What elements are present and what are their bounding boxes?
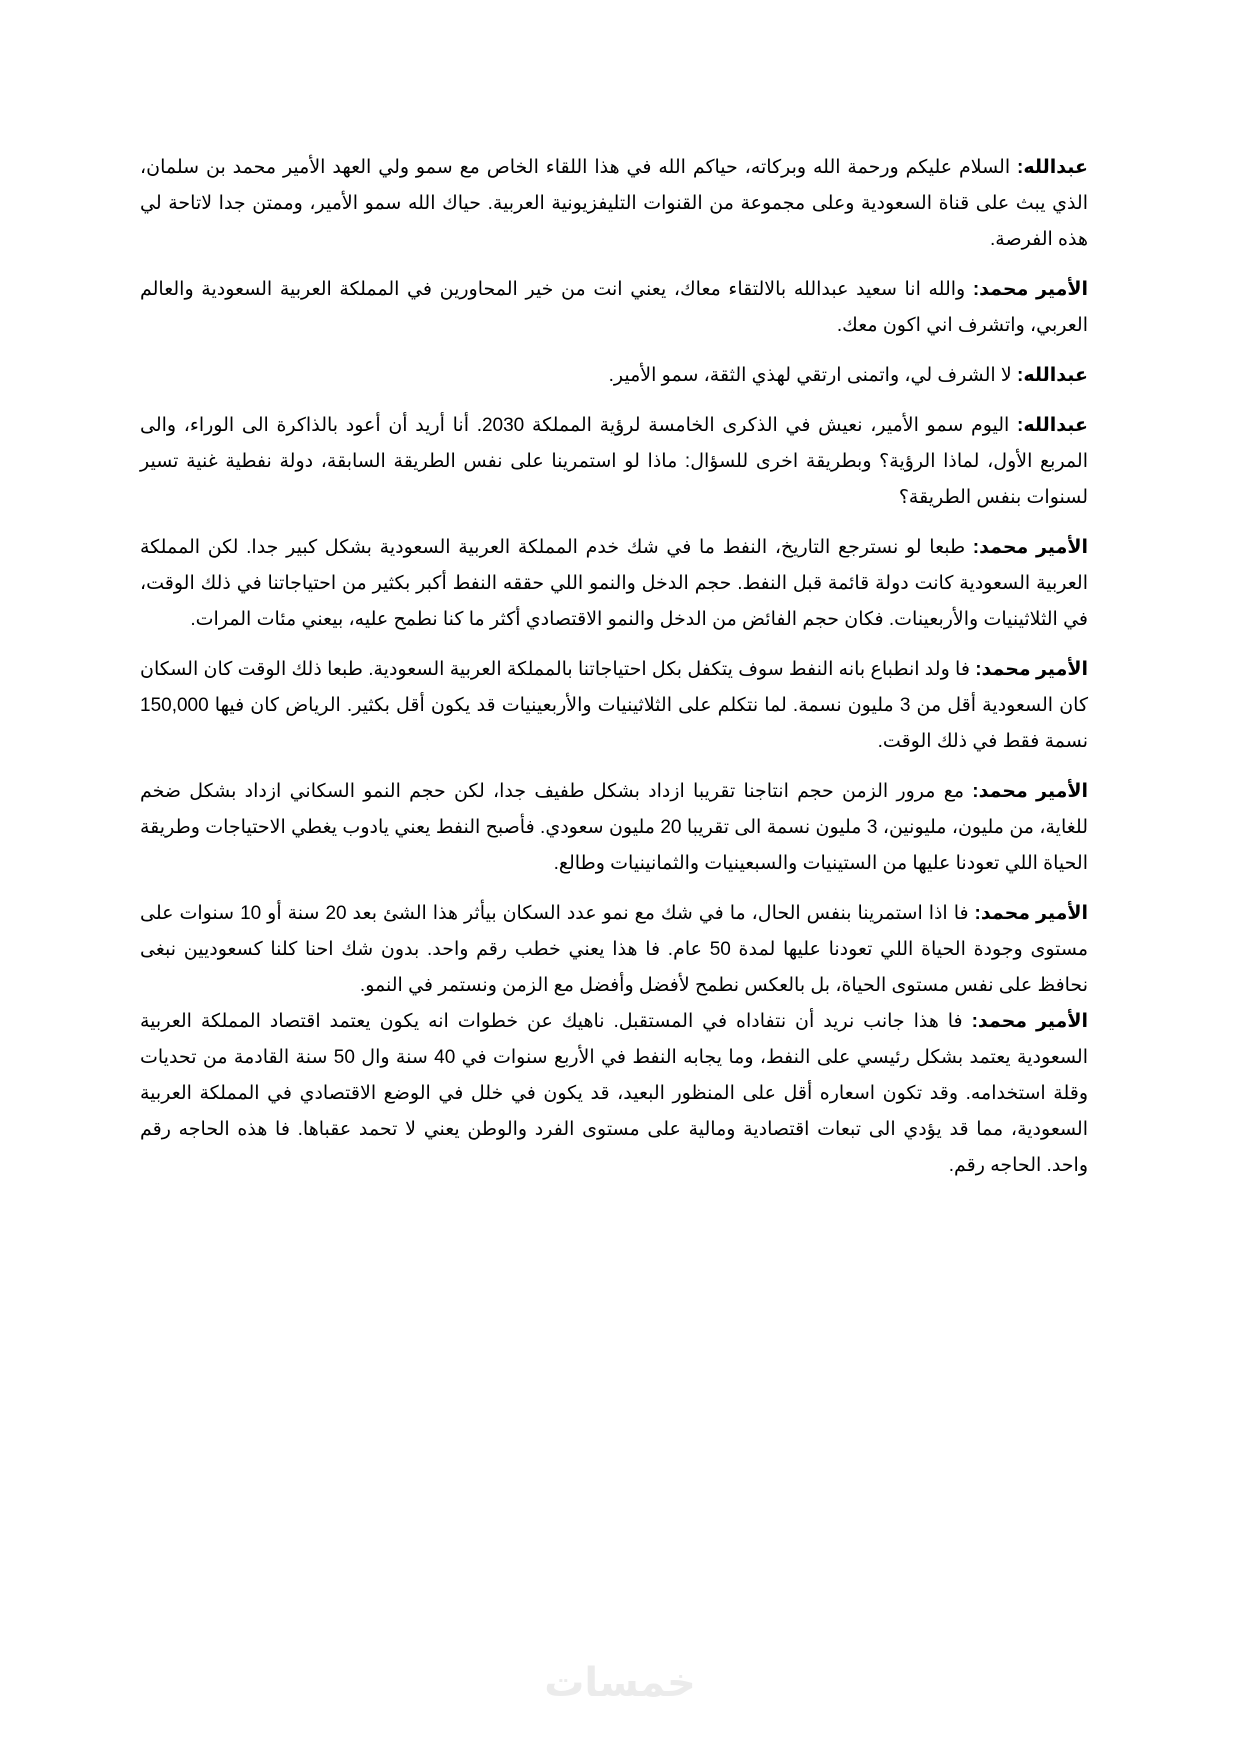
speaker-label: الأمير محمد: bbox=[972, 279, 1088, 300]
speaker-label: عبدالله: bbox=[1017, 365, 1088, 386]
transcript-paragraph bbox=[140, 408, 1088, 516]
transcript-paragraph bbox=[140, 652, 1088, 760]
transcript-paragraph bbox=[140, 150, 1088, 258]
paragraph-text: اليوم سمو الأمير، نعيش في الذكرى الخامسة لرؤية المملكة 2030. أنا أريد أن أعود بالذاكرة الى الوراء، والى المربع الأول، لماذا الرؤية؟ وبطريقة اخرى للسؤال: ماذا لو استمرينا على نفس الطريقة السابقة، دولة نفطية غنية تسير لسنوات بنفس الطريقة؟ bbox=[140, 415, 1088, 508]
transcript-document bbox=[140, 150, 1088, 1198]
paragraph-text: السلام عليكم ورحمة الله وبركاته، حياكم الله في هذا اللقاء الخاص مع سمو ولي العهد الأمير محمد بن سلمان، الذي يبث على قناة السعودية وعلى مجموعة من القنوات التليفزيونية العربية. حياك الله سمو الأمير، وممتن جدا لاتاحة لي هذه الفرصة. bbox=[140, 157, 1088, 250]
watermark-logo: خمسات bbox=[544, 1660, 696, 1706]
paragraph-text: والله انا سعيد عبدالله بالالتقاء معاك، يعني انت من خير المحاورين في المملكة العربية السعودية والعالم العربي، واتشرف اني اكون معك. bbox=[140, 279, 1088, 336]
paragraph-text: فا اذا استمرينا بنفس الحال، ما في شك مع نمو عدد السكان بيأثر هذا الشئ بعد 20 سنة أو 10 سنوات على مستوى وجودة الحياة اللي تعودنا عليها لمدة 50 عام. فا هذا يعني خطب رقم واحد. بدون شك احنا كلنا كسعوديين نبغى نحافظ على نفس مستوى الحياة، بل بالعكس نطمح لأفضل وأفضل مع الزمن ونستمر في النمو. bbox=[140, 903, 1088, 996]
speaker-label: عبدالله: bbox=[1017, 157, 1089, 178]
speaker-label: الأمير محمد: bbox=[975, 659, 1088, 680]
speaker-label: عبدالله: bbox=[1017, 415, 1088, 436]
transcript-paragraph bbox=[140, 1004, 1088, 1184]
speaker-label: الأمير محمد: bbox=[974, 903, 1089, 924]
transcript-paragraph bbox=[140, 774, 1088, 882]
transcript-paragraph bbox=[140, 530, 1088, 638]
paragraph-text: طبعا لو نسترجع التاريخ، النفط ما في شك خدم المملكة العربية السعودية بشكل كبير جدا. لكن المملكة العربية السعودية كانت دولة قائمة قبل النفط. حجم الدخل والنمو اللي حققه النفط أكبر بكثير من احتياجاتنا في ذلك الوقت، في الثلاثينيات والأربعينات. فكان حجم الفائض من الدخل والنمو الاقتصادي أكثر ما كنا نطمح عليه، بيعني مئات المرات. bbox=[140, 537, 1088, 630]
speaker-label: الأمير محمد: bbox=[972, 537, 1088, 558]
paragraph-text: مع مرور الزمن حجم انتاجنا تقريبا ازداد بشكل طفيف جدا، لكن حجم النمو السكاني ازداد بشكل ضخم للغاية، من مليون، مليونين، 3 مليون نسمة الى تقريبا 20 مليون سعودي. فأصبح النفط يعني يادوب يغطي الاحتياجات وطريقة الحياة اللي تعودنا عليها من الستينيات والسبعينيات والثمانينيات وطالع. bbox=[140, 781, 1088, 874]
transcript-paragraph bbox=[140, 272, 1088, 344]
paragraph-text: فا هذا جانب نريد أن نتفاداه في المستقبل. ناهيك عن خطوات انه يكون يعتمد اقتصاد المملكة العربية السعودية يعتمد بشكل رئيسي على النفط، وما يجابه النفط في الأربع سنوات في 40 سنة وال 50 سنة القادمة من تحديات وقلة استخدامه. وقد تكون اسعاره أقل على المنظور البعيد، قد يكون في خلل في الوضع الاقتصادي في المملكة العربية السعودية، مما قد يؤدي الى تبعات اقتصادية ومالية على مستوى الفرد والوطن يعني لا تحمد عقباها. فا هذه الحاجه رقم واحد. الحاجه رقم. bbox=[140, 1011, 1088, 1176]
speaker-label: الأمير محمد: bbox=[971, 1011, 1088, 1032]
transcript-paragraph bbox=[140, 896, 1088, 1004]
paragraph-text: فا ولد انطباع بانه النفط سوف يتكفل بكل احتياجاتنا بالمملكة العربية السعودية. طبعا ذلك الوقت كان السكان كان السعودية أقل من 3 مليون نسمة. لما نتكلم على الثلاثينيات والأربعينيات قد يكون أقل بكثير. الرياض كان فيها 150,000 نسمة فقط في ذلك الوقت. bbox=[140, 659, 1088, 752]
paragraph-text: لا الشرف لي، واتمنى ارتقي لهذي الثقة، سمو الأمير. bbox=[608, 365, 1018, 386]
transcript-paragraph bbox=[140, 358, 1088, 394]
speaker-label: الأمير محمد: bbox=[972, 781, 1088, 802]
